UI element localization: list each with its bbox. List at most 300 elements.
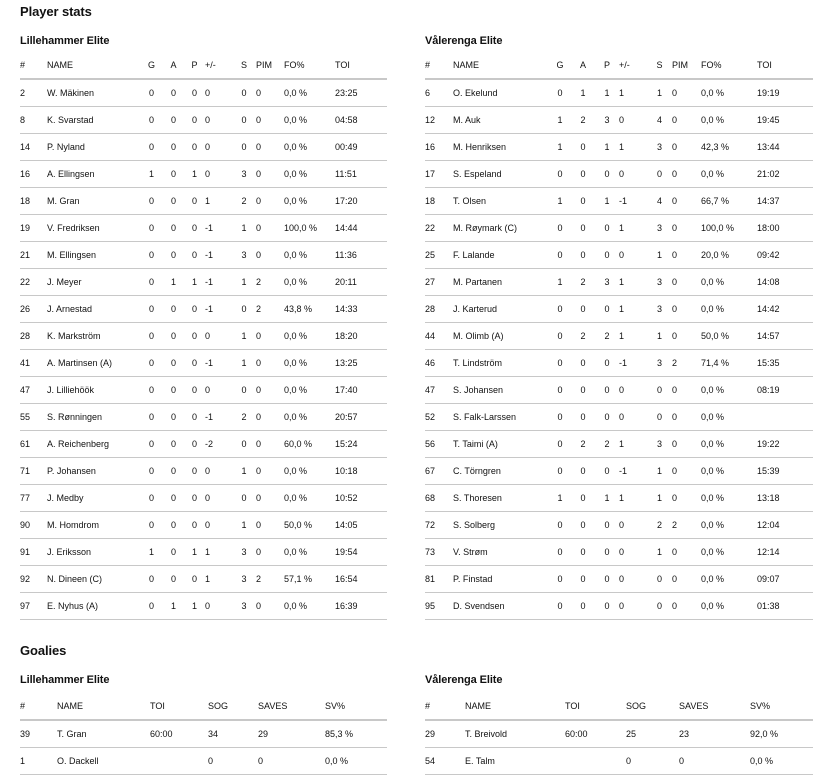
cell-goals: 0 bbox=[549, 160, 571, 187]
cell-toi: 15:24 bbox=[335, 430, 387, 457]
cell-toi: 16:39 bbox=[335, 592, 387, 619]
cell-shots: 3 bbox=[232, 241, 256, 268]
cell-goals: 0 bbox=[140, 268, 163, 295]
cell-goals: 0 bbox=[140, 511, 163, 538]
table-row bbox=[20, 565, 387, 592]
col-header-toi: TOI bbox=[150, 693, 208, 720]
cell-pim: 0 bbox=[256, 538, 284, 565]
cell-number: 19 bbox=[20, 214, 47, 241]
cell-name: T. Taimi (A) bbox=[453, 430, 549, 457]
table-row bbox=[425, 430, 813, 457]
cell-pim: 0 bbox=[672, 430, 701, 457]
player-stats-heading: Player stats bbox=[20, 4, 92, 19]
cell-shots: 4 bbox=[647, 106, 672, 133]
table-row bbox=[425, 106, 813, 133]
cell-save-pct: 92,0 % bbox=[750, 720, 813, 747]
cell-goals: 0 bbox=[140, 484, 163, 511]
col-header-shots: S bbox=[232, 52, 256, 79]
cell-shots: 1 bbox=[647, 322, 672, 349]
cell-goals: 0 bbox=[549, 511, 571, 538]
cell-assists: 0 bbox=[163, 214, 184, 241]
cell-plus-minus: 1 bbox=[619, 268, 647, 295]
cell-sog: 0 bbox=[626, 747, 679, 774]
cell-points: 0 bbox=[184, 376, 205, 403]
table-row bbox=[20, 376, 387, 403]
table-row bbox=[425, 268, 813, 295]
cell-goals: 1 bbox=[549, 133, 571, 160]
cell-number: 16 bbox=[425, 133, 453, 160]
cell-goals: 0 bbox=[140, 187, 163, 214]
cell-toi: 14:42 bbox=[757, 295, 813, 322]
cell-toi: 14:44 bbox=[335, 214, 387, 241]
col-header-assists: A bbox=[571, 52, 595, 79]
cell-faceoff-pct: 71,4 % bbox=[701, 349, 757, 376]
cell-plus-minus: 0 bbox=[619, 565, 647, 592]
table-row bbox=[425, 79, 813, 106]
cell-assists: 0 bbox=[571, 484, 595, 511]
cell-goals: 0 bbox=[140, 295, 163, 322]
cell-saves: 29 bbox=[258, 720, 325, 747]
col-header-name: NAME bbox=[47, 52, 140, 79]
cell-saves: 0 bbox=[258, 747, 325, 774]
cell-faceoff-pct: 0,0 % bbox=[701, 592, 757, 619]
cell-goals: 0 bbox=[140, 457, 163, 484]
table-row bbox=[425, 133, 813, 160]
cell-toi: 17:40 bbox=[335, 376, 387, 403]
cell-points: 2 bbox=[595, 322, 619, 349]
cell-points: 0 bbox=[184, 457, 205, 484]
cell-assists: 2 bbox=[571, 430, 595, 457]
cell-faceoff-pct: 57,1 % bbox=[284, 565, 335, 592]
away-player-stats-table bbox=[425, 52, 813, 620]
cell-number: 77 bbox=[20, 484, 47, 511]
cell-shots: 3 bbox=[232, 160, 256, 187]
table-row bbox=[425, 403, 813, 430]
cell-name: T. Lindström bbox=[453, 349, 549, 376]
cell-name: K. Markström bbox=[47, 322, 140, 349]
cell-pim: 0 bbox=[672, 457, 701, 484]
away-goalies-team-title: Vålerenga Elite bbox=[425, 674, 503, 686]
cell-points: 0 bbox=[184, 295, 205, 322]
cell-toi: 19:22 bbox=[757, 430, 813, 457]
cell-save-pct: 0,0 % bbox=[750, 747, 813, 774]
table-row bbox=[20, 592, 387, 619]
table-row bbox=[20, 747, 387, 774]
cell-number: 55 bbox=[20, 403, 47, 430]
cell-shots: 0 bbox=[232, 133, 256, 160]
cell-assists: 0 bbox=[571, 511, 595, 538]
cell-toi: 14:33 bbox=[335, 295, 387, 322]
table-row bbox=[425, 484, 813, 511]
cell-name: S. Johansen bbox=[453, 376, 549, 403]
table-row bbox=[20, 187, 387, 214]
cell-name: S. Rønningen bbox=[47, 403, 140, 430]
cell-save-pct: 0,0 % bbox=[325, 747, 387, 774]
cell-assists: 0 bbox=[163, 484, 184, 511]
cell-name: M. Henriksen bbox=[453, 133, 549, 160]
cell-toi: 60:00 bbox=[565, 720, 626, 747]
cell-assists: 0 bbox=[163, 241, 184, 268]
cell-shots: 0 bbox=[647, 403, 672, 430]
table-header-row bbox=[20, 52, 387, 79]
cell-sog: 34 bbox=[208, 720, 258, 747]
cell-name: A. Ellingsen bbox=[47, 160, 140, 187]
table-row bbox=[20, 241, 387, 268]
table-row bbox=[20, 106, 387, 133]
cell-pim: 0 bbox=[672, 538, 701, 565]
col-header-points: P bbox=[595, 52, 619, 79]
cell-points: 0 bbox=[184, 241, 205, 268]
cell-shots: 4 bbox=[647, 187, 672, 214]
cell-pim: 0 bbox=[672, 241, 701, 268]
cell-plus-minus: 0 bbox=[619, 538, 647, 565]
cell-points: 0 bbox=[184, 565, 205, 592]
cell-shots: 3 bbox=[647, 133, 672, 160]
cell-shots: 3 bbox=[647, 349, 672, 376]
col-header-number: # bbox=[425, 52, 453, 79]
cell-plus-minus: 0 bbox=[205, 106, 232, 133]
cell-number: 90 bbox=[20, 511, 47, 538]
cell-plus-minus: 1 bbox=[619, 295, 647, 322]
cell-points: 1 bbox=[184, 268, 205, 295]
cell-assists: 0 bbox=[571, 565, 595, 592]
cell-points: 3 bbox=[595, 268, 619, 295]
cell-name: T. Gran bbox=[57, 720, 150, 747]
cell-pim: 0 bbox=[256, 376, 284, 403]
cell-faceoff-pct: 0,0 % bbox=[701, 511, 757, 538]
table-row bbox=[20, 79, 387, 106]
col-header-plus-minus: +/- bbox=[205, 52, 232, 79]
cell-goals: 0 bbox=[549, 538, 571, 565]
cell-faceoff-pct: 0,0 % bbox=[284, 484, 335, 511]
cell-plus-minus: -1 bbox=[619, 187, 647, 214]
cell-toi: 13:18 bbox=[757, 484, 813, 511]
cell-assists: 0 bbox=[571, 187, 595, 214]
cell-pim: 0 bbox=[672, 295, 701, 322]
cell-pim: 0 bbox=[256, 592, 284, 619]
cell-pim: 0 bbox=[672, 484, 701, 511]
cell-points: 0 bbox=[595, 403, 619, 430]
cell-goals: 0 bbox=[140, 133, 163, 160]
cell-plus-minus: 0 bbox=[205, 592, 232, 619]
cell-plus-minus: 1 bbox=[619, 322, 647, 349]
cell-points: 0 bbox=[184, 349, 205, 376]
cell-number: 68 bbox=[425, 484, 453, 511]
cell-number: 28 bbox=[425, 295, 453, 322]
cell-points: 0 bbox=[184, 133, 205, 160]
cell-shots: 2 bbox=[232, 187, 256, 214]
cell-pim: 2 bbox=[256, 268, 284, 295]
cell-faceoff-pct: 0,0 % bbox=[284, 376, 335, 403]
cell-pim: 2 bbox=[256, 295, 284, 322]
cell-toi: 14:08 bbox=[757, 268, 813, 295]
table-row bbox=[425, 241, 813, 268]
cell-assists: 1 bbox=[163, 268, 184, 295]
cell-name: T. Breivold bbox=[465, 720, 565, 747]
cell-name: D. Svendsen bbox=[453, 592, 549, 619]
cell-points: 0 bbox=[184, 79, 205, 106]
cell-number: 22 bbox=[20, 268, 47, 295]
cell-faceoff-pct: 0,0 % bbox=[701, 430, 757, 457]
col-header-number: # bbox=[20, 52, 47, 79]
cell-number: 39 bbox=[20, 720, 57, 747]
cell-faceoff-pct: 50,0 % bbox=[701, 322, 757, 349]
cell-shots: 3 bbox=[232, 565, 256, 592]
cell-shots: 0 bbox=[647, 376, 672, 403]
cell-toi: 11:51 bbox=[335, 160, 387, 187]
cell-shots: 1 bbox=[232, 322, 256, 349]
cell-points: 1 bbox=[595, 79, 619, 106]
cell-goals: 1 bbox=[549, 268, 571, 295]
cell-plus-minus: 1 bbox=[619, 214, 647, 241]
cell-assists: 0 bbox=[571, 349, 595, 376]
cell-name: O. Dackell bbox=[57, 747, 150, 774]
table-row bbox=[20, 720, 387, 747]
cell-faceoff-pct: 20,0 % bbox=[701, 241, 757, 268]
cell-points: 0 bbox=[595, 376, 619, 403]
table-row bbox=[20, 160, 387, 187]
cell-points: 0 bbox=[595, 214, 619, 241]
cell-name: P. Finstad bbox=[453, 565, 549, 592]
cell-pim: 0 bbox=[256, 457, 284, 484]
col-header-assists: A bbox=[163, 52, 184, 79]
cell-shots: 2 bbox=[647, 511, 672, 538]
cell-toi: 23:25 bbox=[335, 79, 387, 106]
cell-faceoff-pct: 60,0 % bbox=[284, 430, 335, 457]
cell-pim: 0 bbox=[256, 430, 284, 457]
cell-points: 0 bbox=[184, 214, 205, 241]
col-header-toi: TOI bbox=[335, 52, 387, 79]
table-row bbox=[425, 457, 813, 484]
table-row bbox=[425, 160, 813, 187]
col-header-toi: TOI bbox=[565, 693, 626, 720]
cell-shots: 1 bbox=[647, 484, 672, 511]
col-header-points: P bbox=[184, 52, 205, 79]
cell-goals: 0 bbox=[140, 241, 163, 268]
cell-points: 0 bbox=[595, 295, 619, 322]
cell-toi: 20:11 bbox=[335, 268, 387, 295]
cell-points: 0 bbox=[595, 592, 619, 619]
cell-toi: 04:58 bbox=[335, 106, 387, 133]
cell-number: 18 bbox=[20, 187, 47, 214]
table-row bbox=[20, 430, 387, 457]
cell-number: 95 bbox=[425, 592, 453, 619]
cell-shots: 1 bbox=[232, 268, 256, 295]
cell-faceoff-pct: 43,8 % bbox=[284, 295, 335, 322]
cell-points: 1 bbox=[184, 160, 205, 187]
col-header-pim: PIM bbox=[672, 52, 701, 79]
cell-assists: 0 bbox=[163, 376, 184, 403]
cell-name: J. Meyer bbox=[47, 268, 140, 295]
cell-plus-minus: 1 bbox=[205, 538, 232, 565]
table-row bbox=[425, 720, 813, 747]
cell-shots: 0 bbox=[232, 376, 256, 403]
cell-number: 27 bbox=[425, 268, 453, 295]
cell-shots: 0 bbox=[647, 565, 672, 592]
away-goalies-table bbox=[425, 693, 813, 775]
cell-number: 56 bbox=[425, 430, 453, 457]
cell-toi: 14:57 bbox=[757, 322, 813, 349]
cell-name: K. Svarstad bbox=[47, 106, 140, 133]
cell-pim: 0 bbox=[672, 565, 701, 592]
cell-toi: 18:00 bbox=[757, 214, 813, 241]
cell-number: 1 bbox=[20, 747, 57, 774]
table-row bbox=[20, 295, 387, 322]
table-header-row bbox=[425, 693, 813, 720]
cell-shots: 3 bbox=[647, 295, 672, 322]
cell-name: M. Røymark (C) bbox=[453, 214, 549, 241]
cell-faceoff-pct: 0,0 % bbox=[284, 538, 335, 565]
cell-assists: 0 bbox=[571, 592, 595, 619]
cell-goals: 0 bbox=[549, 322, 571, 349]
cell-toi: 19:45 bbox=[757, 106, 813, 133]
cell-toi: 60:00 bbox=[150, 720, 208, 747]
cell-faceoff-pct: 0,0 % bbox=[701, 106, 757, 133]
cell-assists: 0 bbox=[163, 403, 184, 430]
cell-assists: 0 bbox=[163, 160, 184, 187]
cell-assists: 0 bbox=[163, 322, 184, 349]
cell-goals: 0 bbox=[140, 322, 163, 349]
cell-plus-minus: -1 bbox=[205, 295, 232, 322]
cell-points: 0 bbox=[595, 160, 619, 187]
col-header-plus-minus: +/- bbox=[619, 52, 647, 79]
cell-assists: 0 bbox=[571, 457, 595, 484]
cell-plus-minus: 0 bbox=[619, 511, 647, 538]
col-header-name: NAME bbox=[57, 693, 150, 720]
cell-pim: 0 bbox=[672, 133, 701, 160]
cell-assists: 0 bbox=[571, 160, 595, 187]
cell-plus-minus: 0 bbox=[619, 403, 647, 430]
cell-points: 0 bbox=[184, 484, 205, 511]
cell-toi bbox=[757, 403, 813, 430]
cell-number: 8 bbox=[20, 106, 47, 133]
cell-name: W. Mäkinen bbox=[47, 79, 140, 106]
cell-goals: 0 bbox=[140, 592, 163, 619]
cell-points: 0 bbox=[595, 241, 619, 268]
cell-number: 92 bbox=[20, 565, 47, 592]
cell-number: 52 bbox=[425, 403, 453, 430]
cell-name: M. Ellingsen bbox=[47, 241, 140, 268]
cell-plus-minus: 0 bbox=[205, 457, 232, 484]
cell-name: C. Törngren bbox=[453, 457, 549, 484]
cell-number: 17 bbox=[425, 160, 453, 187]
cell-name: M. Auk bbox=[453, 106, 549, 133]
cell-number: 91 bbox=[20, 538, 47, 565]
cell-name: N. Dineen (C) bbox=[47, 565, 140, 592]
cell-faceoff-pct: 0,0 % bbox=[701, 538, 757, 565]
col-header-save-pct: SV% bbox=[750, 693, 813, 720]
cell-name: M. Partanen bbox=[453, 268, 549, 295]
cell-goals: 0 bbox=[549, 430, 571, 457]
cell-shots: 1 bbox=[647, 241, 672, 268]
cell-faceoff-pct: 0,0 % bbox=[284, 268, 335, 295]
cell-goals: 0 bbox=[549, 457, 571, 484]
cell-toi: 17:20 bbox=[335, 187, 387, 214]
table-row bbox=[20, 133, 387, 160]
cell-faceoff-pct: 100,0 % bbox=[701, 214, 757, 241]
cell-toi: 21:02 bbox=[757, 160, 813, 187]
cell-plus-minus: 0 bbox=[205, 133, 232, 160]
cell-assists: 0 bbox=[163, 511, 184, 538]
cell-number: 29 bbox=[425, 720, 465, 747]
cell-toi: 15:35 bbox=[757, 349, 813, 376]
cell-faceoff-pct: 0,0 % bbox=[701, 160, 757, 187]
cell-toi: 08:19 bbox=[757, 376, 813, 403]
cell-points: 0 bbox=[184, 511, 205, 538]
cell-plus-minus: 0 bbox=[619, 106, 647, 133]
cell-faceoff-pct: 0,0 % bbox=[701, 565, 757, 592]
cell-goals: 0 bbox=[549, 295, 571, 322]
cell-assists: 0 bbox=[571, 214, 595, 241]
cell-number: 25 bbox=[425, 241, 453, 268]
cell-goals: 0 bbox=[549, 241, 571, 268]
table-row bbox=[425, 511, 813, 538]
cell-toi: 19:54 bbox=[335, 538, 387, 565]
table-row bbox=[425, 187, 813, 214]
cell-saves: 0 bbox=[679, 747, 750, 774]
cell-goals: 0 bbox=[549, 79, 571, 106]
table-row bbox=[425, 349, 813, 376]
cell-assists: 0 bbox=[571, 295, 595, 322]
cell-toi: 15:39 bbox=[757, 457, 813, 484]
table-row bbox=[20, 214, 387, 241]
cell-shots: 0 bbox=[232, 79, 256, 106]
cell-faceoff-pct: 0,0 % bbox=[701, 295, 757, 322]
cell-name: F. Lalande bbox=[453, 241, 549, 268]
cell-number: 47 bbox=[425, 376, 453, 403]
table-header-row bbox=[20, 693, 387, 720]
table-row bbox=[425, 538, 813, 565]
col-header-save-pct: SV% bbox=[325, 693, 387, 720]
cell-faceoff-pct: 0,0 % bbox=[284, 322, 335, 349]
cell-goals: 1 bbox=[140, 538, 163, 565]
cell-assists: 0 bbox=[571, 241, 595, 268]
cell-plus-minus: 0 bbox=[205, 160, 232, 187]
cell-shots: 2 bbox=[232, 403, 256, 430]
cell-points: 0 bbox=[595, 457, 619, 484]
cell-pim: 0 bbox=[672, 106, 701, 133]
cell-assists: 0 bbox=[163, 538, 184, 565]
cell-pim: 0 bbox=[256, 484, 284, 511]
cell-toi: 13:25 bbox=[335, 349, 387, 376]
cell-goals: 0 bbox=[549, 592, 571, 619]
cell-toi: 00:49 bbox=[335, 133, 387, 160]
table-row bbox=[20, 268, 387, 295]
cell-name: S. Solberg bbox=[453, 511, 549, 538]
table-row bbox=[20, 457, 387, 484]
cell-toi: 11:36 bbox=[335, 241, 387, 268]
cell-name: J. Karterud bbox=[453, 295, 549, 322]
home-goalies-team-title: Lillehammer Elite bbox=[20, 674, 110, 686]
cell-sog: 0 bbox=[208, 747, 258, 774]
cell-plus-minus: -1 bbox=[619, 457, 647, 484]
cell-goals: 0 bbox=[140, 106, 163, 133]
cell-pim: 0 bbox=[256, 403, 284, 430]
cell-assists: 1 bbox=[571, 79, 595, 106]
cell-assists: 0 bbox=[163, 457, 184, 484]
cell-goals: 0 bbox=[549, 403, 571, 430]
table-row bbox=[425, 376, 813, 403]
home-player-stats-table bbox=[20, 52, 387, 620]
cell-saves: 23 bbox=[679, 720, 750, 747]
cell-toi: 18:20 bbox=[335, 322, 387, 349]
cell-plus-minus: -1 bbox=[205, 241, 232, 268]
cell-plus-minus: 0 bbox=[205, 79, 232, 106]
cell-plus-minus: 0 bbox=[619, 241, 647, 268]
cell-sog: 25 bbox=[626, 720, 679, 747]
cell-shots: 0 bbox=[232, 106, 256, 133]
cell-name: M. Homdrom bbox=[47, 511, 140, 538]
